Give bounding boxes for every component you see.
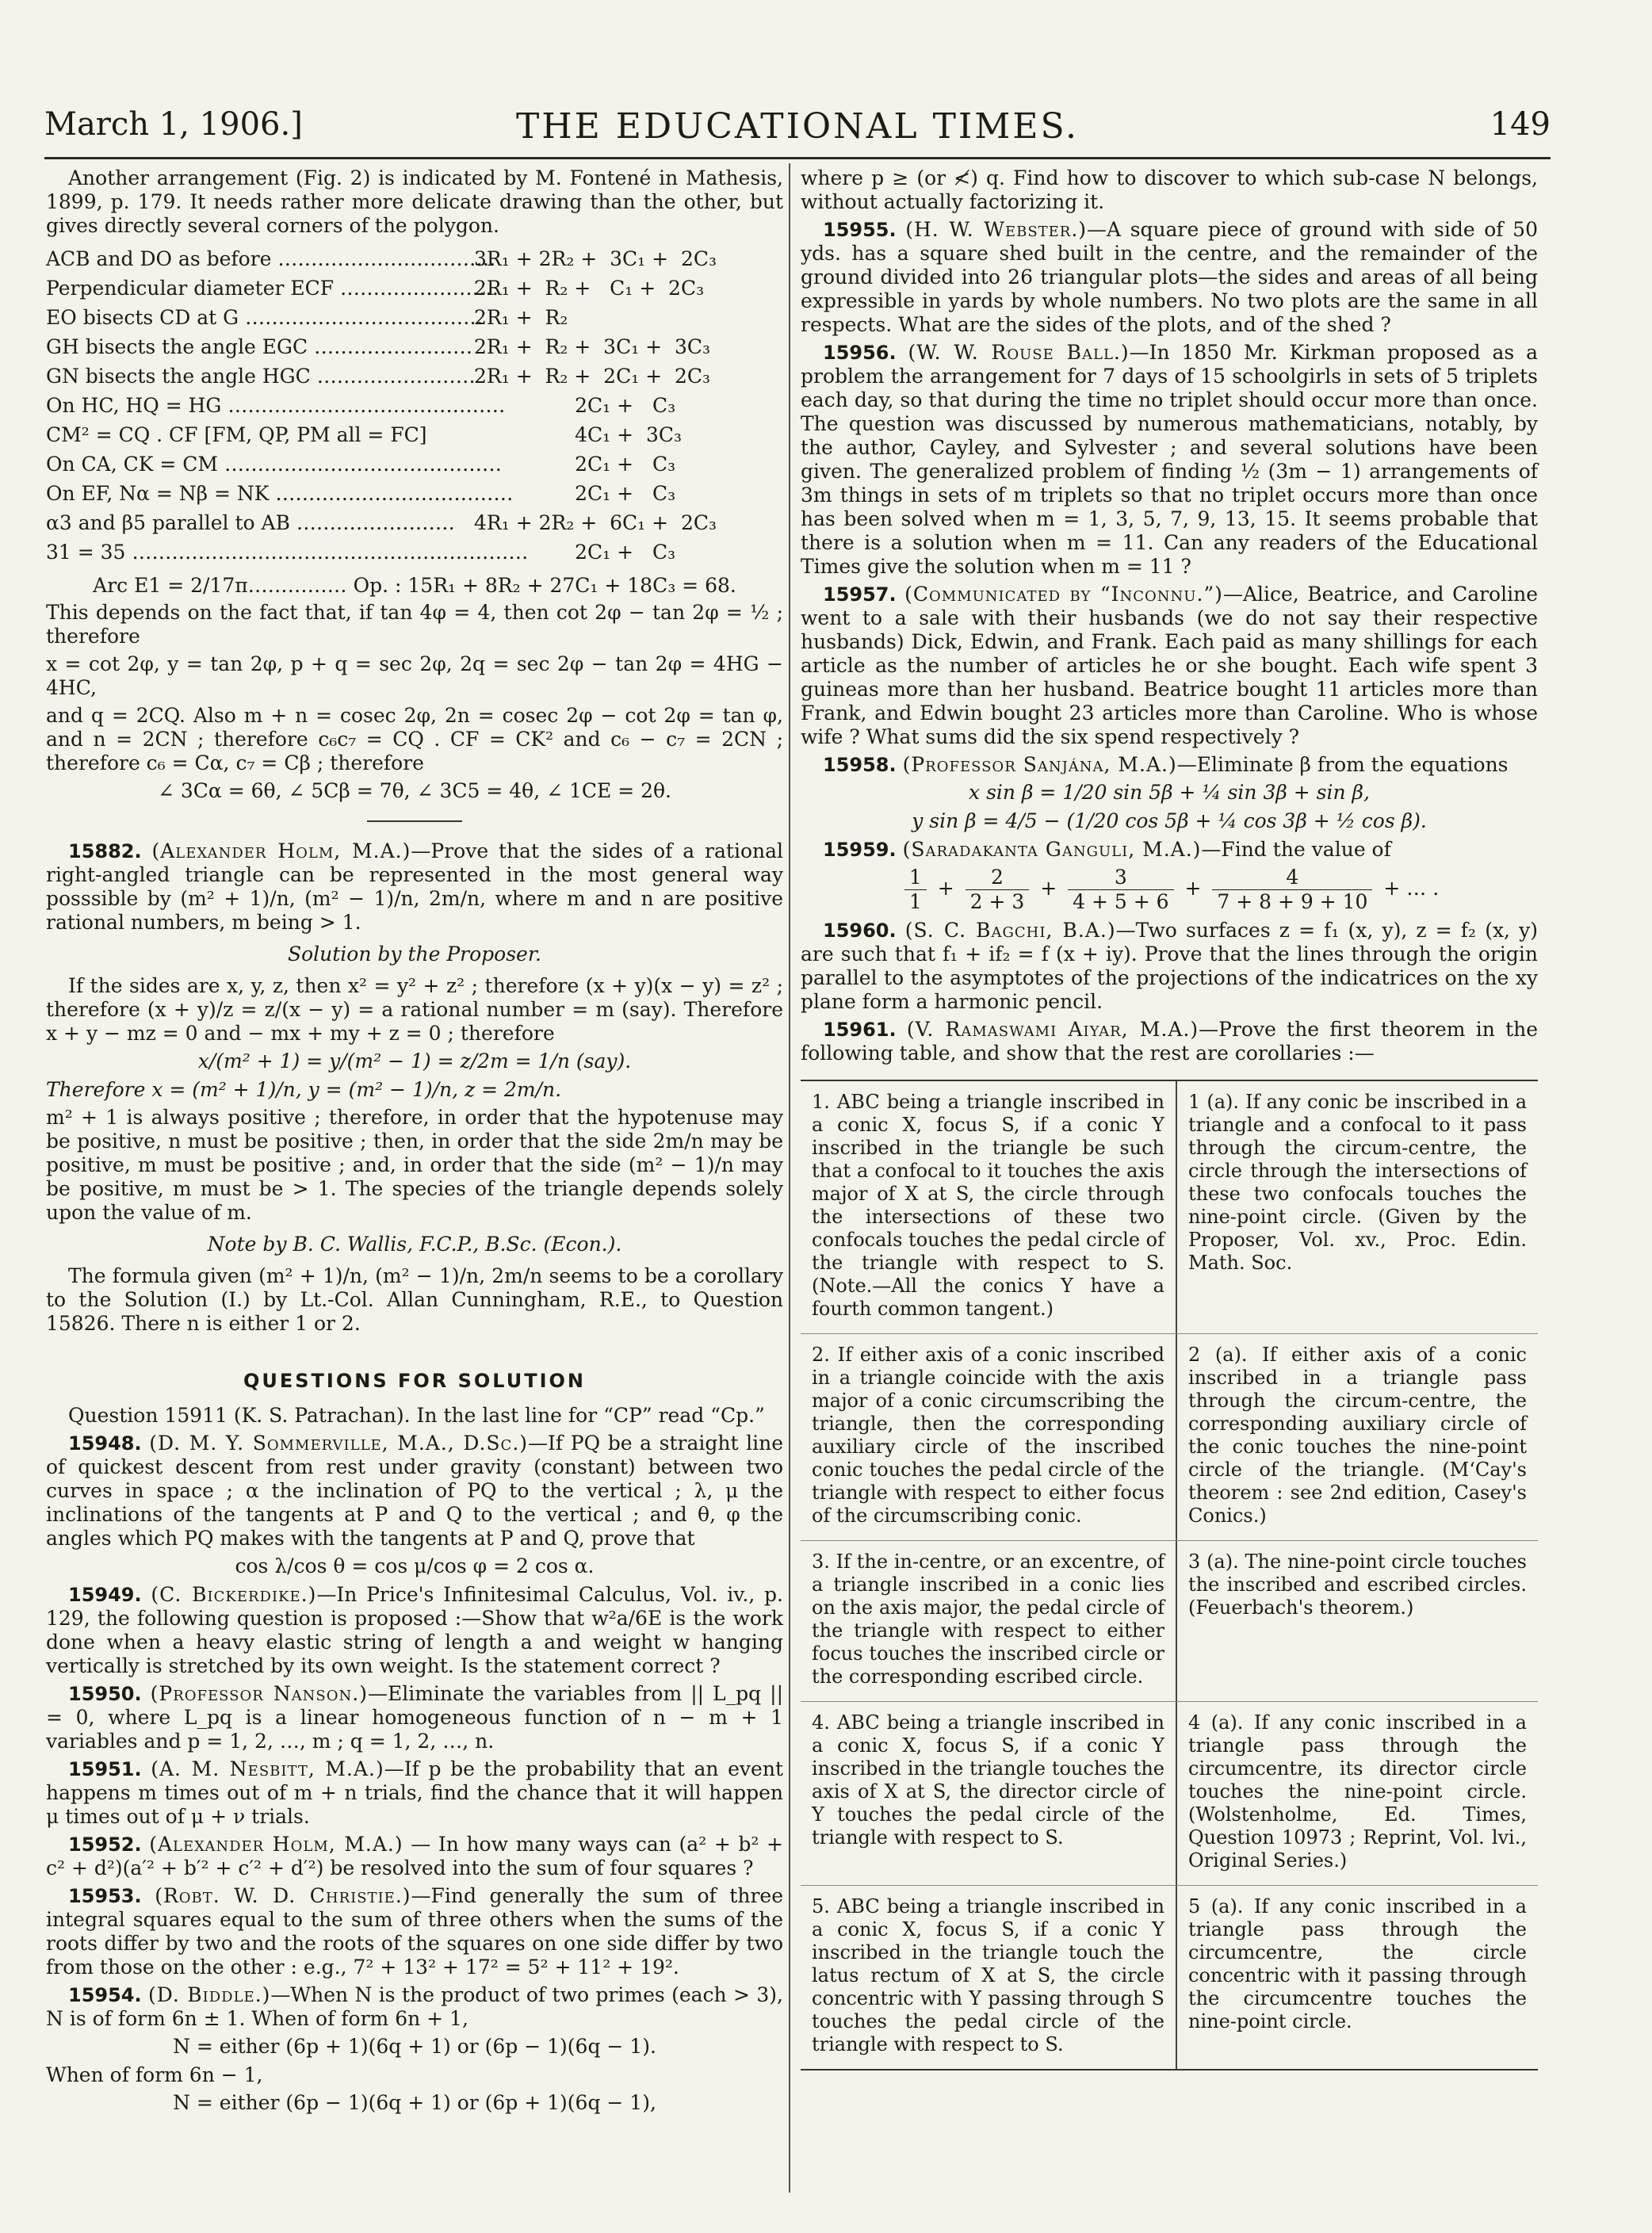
question-text: —If PQ be a straight line of quickest descent from rest under gravity (constant) between two curves in space ; α the inclination of PQ to the vertical ; λ, μ the inclinations of the tangents at P and Q to the vertical ; and θ, φ the angles which PQ makes with the tangents at P and Q, prove that [46,1432,784,1550]
page-header [44,106,1551,149]
question-number: 15948. [68,1432,142,1455]
question-number: 15951. [68,1758,142,1780]
arrangement-row [46,300,783,330]
question-text: —When N is the product of two primes (each > 3), N is of form 6n ± 1. When of form 6n + 1, [46,1983,783,2030]
question-number: 15959. [823,839,897,861]
question-item [801,218,1538,337]
q15954-continuation: where p ≥ (or ≮) q. Find how to discover to which sub-case N belongs, without actually factorizing it. [801,166,1538,213]
question-15911-correction: Question 15911 (K. S. Patrachan). In the last line for “CP” read “Cp.” [68,1404,765,1427]
question-author: (W. W. Rouse Ball.) [908,341,1130,364]
page-number: 149 [1489,106,1551,143]
arrangement-label: 31 = 35 …………………………………………………… [46,541,529,564]
arrangement-value: 2R₁ + R₂ + 3C₁ + 3C₃ [474,335,711,358]
section-heading: QUESTIONS FOR SOLUTION [243,1370,587,1392]
question-number: 15955. [823,219,897,241]
arrangement-value: 2R₁ + R₂ [474,306,568,329]
question-item [46,1833,783,1880]
arrangement-row [46,359,783,388]
depends-equation: x = cot 2φ, y = tan 2φ, p + q = sec 2φ, 2q = sec 2φ − tan 2φ = 4HG − 4HC, [46,652,783,699]
arrangement-row [46,447,783,476]
q15954-equation-2: N = either (6p − 1)(6q + 1) or (6p + 1)(6q − 1), [173,2091,656,2114]
question-item [46,1682,783,1753]
fraction-denominator: 1 [908,890,922,913]
question-item [801,341,1538,579]
fraction-numerator: 4 [1212,866,1372,890]
question-author: (Alexander Holm, M.A.) [151,839,411,862]
note-paragraph: The formula given (m² + 1)/n, (m² − 1)/n, 2m/n seems to be a corollary to the Solution (I.) by Lt.-Col. Allan Cunningham, R.E., to Question 15826. There n is either 1 or 2. [46,1264,783,1335]
series-fraction [1212,866,1372,914]
question-item [46,1432,783,1550]
question-item [46,1757,783,1829]
theorem-cell: 5. ABC being a triangle inscribed in a conic X, focus S, if a conic Y inscribed in the triangle touch the latus rectum of X at S, the circle concentric with Y passing through S touches the pedal circle of the triangle with respect to S. [801,1886,1177,2069]
question-text: —Eliminate the variables from || L_pq || = 0, where L_pq is a linear homogeneous function of n − m + 1 variables and p = 1, 2, …, m ; q = 1, 2, …, n. [46,1682,784,1753]
question-text: —Two surfaces z = f₁ (x, y), z = f₂ (x, y) are such that f₁ + if₂ = f (x + iy). Prove that the lines through the origin parallel to the asymptotes of the projections of the indicatrices on the xy plane form a harmonic pencil. [801,919,1539,1013]
question-text: —In 1850 Mr. Kirkman proposed as a problem the arrangement for 7 days of 15 schoolgirls in sets of 5 triplets each day, so that during the time no triplet should occur more than once. The question was discussed by numerous mathematicians, notably, by the author, Cayley, and Sylvester ; and several solutions have been given. The generalized problem of finding ½ (3m − 1) arrangements of 3m things in sets of m triplets so that no triplet occurs more than once has been solved when m = 1, 3, 5, 7, 9, 13, 15. It seems probable that there is a solution when m = 11. Can any readers of the Educational Times give the solution when m = 11 ? [801,341,1538,578]
arrangement-label: CM² = CQ . CF [FM, QP, PM all = FC] [46,423,427,446]
q15958-equation-2: y sin β = 4/5 − (1/20 cos 5β + ¼ cos 3β + ½ cos β). [912,809,1427,832]
question-author: (D. M. Y. Sommerville, M.A., D.Sc.) [149,1432,529,1455]
theorem-row [801,1081,1538,1334]
series-equation: $\frac{1}{1}$ + $\frac{2}{2 + 3}$ + $\frac{3}{4 + 5 + 6}$ + $\frac{4}{7 + 8 + 9 + 10}$ + … . [801,866,1538,914]
right-column [801,166,1538,2070]
solution-equation-2: Therefore x = (m² + 1)/n, y = (m² − 1)/n, z = 2m/n. [46,1078,562,1101]
theorem-table [801,1080,1538,2070]
question-15960 [801,919,1538,1014]
arrangement-row [46,506,783,535]
arrangement-value: 2R₁ + R₂ + C₁ + 2C₃ [474,277,705,300]
question-author: (Professor Nanson.) [150,1682,368,1705]
question-author: (Robt. W. D. Christie.) [155,1884,411,1907]
arrangement-label: α3 and β5 parallel to AB …………………… [46,511,455,534]
series-fraction [1068,866,1173,914]
arrangement-label: EO bisects CD at G ……………………………… [46,306,484,329]
question-text: —Find the value of [1201,838,1391,861]
angle-equation: ∠ 3Cα = 6θ, ∠ 5Cβ = 7θ, ∠ 3C5 = 4θ, ∠ 1CE = 2θ. [157,779,672,802]
arrangement-row [46,418,783,447]
column-divider [789,163,790,2193]
arrangement-value: 2C₁ + C₃ [474,482,676,505]
question-author: (V. Ramaswami Aiyar, M.A.) [906,1018,1199,1041]
corollary-cell: 5 (a). If any conic inscribed in a triangle pass through the circumcentre, the circle concentric with it passing through the circumcentre touches the nine-point circle. [1188,1895,1527,2032]
arrangement-label: Perpendicular diameter ECF …………………… [46,277,499,300]
question-number: 15954. [68,1984,142,2006]
question-number: 15882. [68,840,142,862]
arrangement-label: On EF, Nα = Nβ = NK ……………………………… [46,482,514,505]
separator-rule [367,820,462,822]
corollary-cell: 3 (a). The nine-point circle touches the inscribed and escribed circles. (Feuerbach's theorem.) [1188,1550,1527,1619]
theorem-cell: 2. If either axis of a conic inscribed in a triangle coincide with the axis major of a conic circumscribing the triangle, then the corresponding auxiliary circle of the inscribed conic touches the pedal circle of the triangle with respect to either focus of the circumscribing conic. [801,1334,1177,1540]
solution-paragraph-2: m² + 1 is always positive ; therefore, in order that the hypotenuse may be positive, n must be positive ; then, in order that the side 2m/n may be positive, m must be positive ; and, in order that the side (m² − 1)/n may be positive, m must be > 1. The species of the triangle depends solely upon the value of m. [46,1106,783,1224]
theorem-row [801,1541,1538,1702]
issue-date: March 1, 1906.] [44,106,303,143]
question-author: (Saradakanta Ganguli, M.A.) [902,838,1202,861]
question-text: —If p be the probability that an event happens m times out of m + n trials, find the chance that it will happen μ times out of μ + ν trials. [46,1757,783,1828]
depends-paragraph: This depends on the fact that, if tan 4φ = 4, then cot 2φ − tan 2φ = ½ ; therefore [46,601,783,648]
question-equation [46,1554,783,1578]
arrangement-value: 3R₁ + 2R₂ + 3C₁ + 2C₃ [474,247,717,270]
arrangement-value: 2C₁ + C₃ [474,394,676,417]
theorem-row [801,1334,1538,1541]
question-number: 15961. [823,1019,897,1041]
fraction-numerator: 1 [904,866,927,890]
arrangement-label: On HC, HQ = HG …………………………………… [46,394,506,417]
question-text: —Prove that the sides of a rational right-angled triangle can be represented in the most general way posssible by (m² + 1)/n, (m² − 1)/n, 2m/n, where m and n are positive rational numbers, m being > 1. [46,839,784,934]
question-text: —A square piece of ground with side of 50 yds. has a square shed built in the centre, and the remainder of the ground divided into 26 triangular plots—the sides and areas of all being expressible in yards by whole numbers. No two plots are the same in all respects. What are the sides of the plots, and of the shed ? [801,218,1538,336]
series-fraction [966,866,1030,914]
question-author: (H. W. Webster.) [905,218,1088,241]
arrangement-row [46,271,783,300]
fraction-numerator: 3 [1068,866,1173,890]
question-author: (Alexander Holm, M.A.) [149,1833,403,1856]
corollary-cell: 1 (a). If any conic be inscribed in a triangle and a confocal to it pass through the circum-centre, the circle through the intersections of these two confocals touches the nine-point circle. (Given by the Proposer, Vol. xv., Proc. Edin. Math. Soc. [1188,1091,1527,1274]
arrangement-value: 2R₁ + R₂ + 2C₁ + 2C₃ [474,365,711,388]
arrangement-value: 4C₁ + 3C₃ [474,423,683,446]
arrangement-label: ACB and DO as before …………………………… [46,247,496,270]
header-rule [44,157,1551,159]
question-number: 15956. [823,342,897,364]
arrangement-label: GN bisects the angle HGC …………………… [46,365,476,388]
arrangement-value: 4R₁ + 2R₂ + 6C₁ + 2C₃ [474,511,717,534]
question-text: — In how many ways can (a² + b² + c² + d²)(a′² + b′² + c′² + d′²) be resolved into the sum of four squares ? [46,1833,784,1879]
fraction-denominator: 2 + 3 [969,890,1025,913]
right-question-list [801,218,1538,777]
arrangement-label: On CA, CK = CM …………………………………… [46,453,502,476]
question-15882 [46,839,783,935]
theorem-row [801,1702,1538,1886]
question-author: (Professor Sanjána, M.A.) [902,753,1177,776]
arrangement-row [46,476,783,506]
question-author: (D. Biddle.) [148,1983,271,2006]
q15954-text: When of form 6n − 1, [46,2063,263,2086]
question-author: (A. M. Nesbitt, M.A.) [151,1757,384,1780]
fraction-denominator: 4 + 5 + 6 [1073,890,1169,913]
arrangement-row [46,330,783,359]
question-number: 15950. [68,1683,142,1705]
arrangement-value: 2C₁ + C₃ [474,541,676,564]
question-text: —Find generally the sum of three integral squares equal to the sum of three others when the sums of the roots differ by two and the roots of the squares on one side differ by two from those on the other : e.g., 7² + 13² + 17² = 5² + 11² + 19². [46,1884,783,1979]
question-number: 15949. [68,1584,142,1606]
question-number: 15952. [68,1833,142,1856]
arrangement-label: GH bisects the angle EGC …………………… [46,335,473,358]
q15958-equation-1: x sin β = 1/20 sin 5β + ¼ sin 3β + sin β, [969,781,1370,804]
q15954-equation-1: N = either (6p + 1)(6q + 1) or (6p − 1)(6q − 1). [173,2035,656,2058]
question-text: —Prove the first theorem in the following table, and show that the rest are corollaries :— [801,1018,1539,1065]
question-number: 15957. [823,583,897,606]
question-text: cos λ/cos θ = cos μ/cos φ = 2 cos α. [235,1554,595,1577]
theorem-cell: 4. ABC being a triangle inscribed in a conic X, focus S, if a conic Y inscribed in the triangle touches the axis of X at S, the director circle of Y touches the pedal circle of the triangle with respect to S. [801,1702,1177,1885]
question-15959 [801,838,1538,862]
question-item [801,583,1538,749]
question-number: 15958. [823,754,897,776]
note-heading: Note by B. C. Wallis, F.C.P., B.Sc. (Econ.). [207,1233,622,1256]
series-tail: + … . [1383,877,1440,900]
series-fraction [904,866,927,914]
question-number: 15953. [68,1885,142,1907]
question-item [46,1983,783,2031]
arrangement-row [46,535,783,564]
question-text: —Alice, Beatrice, and Caroline went to a sale with their husbands (we do not say their respective husbands) Dick, Edwin, and Frank. Each paid as many shillings for each article as the number of articles he or she bought. Each wife spent 3 guineas more than her husband. Beatrice bought 11 articles more than Frank, and Edwin bought 23 articles more than Caroline. Who is whose wife ? What sums did the six spend respectively ? [801,583,1538,748]
question-author: (C. Bickerdike.) [151,1583,317,1606]
question-author: (Communicated by “Inconnu.”) [904,583,1223,606]
arrangement-table [46,242,783,564]
question-author: (S. C. Bagchi, B.A.) [904,919,1116,942]
theorem-row [801,1886,1538,2069]
fraction-numerator: 2 [966,866,1030,890]
theorem-cell: 3. If the in-centre, or an excentre, of a triangle inscribed in a conic lies on the axis major, the pedal circle of the triangle with respect to either focus touches the inscribed circle or the corresponding escribed circle. [801,1541,1177,1701]
question-item [801,753,1538,777]
question-text: —In Price's Infinitesimal Calculus, Vol. iv., p. 129, the following question is proposed :—Show that w²a/6E is the work done when a heavy elastic string of length a and weight w hanging vertically is stretched by its own weight. Is the statement correct ? [46,1583,783,1677]
corollary-cell: 4 (a). If any conic inscribed in a triangle pass through the circumcentre, its director circle touches the nine-point circle. (Wolstenholme, Ed. Times, Question 10973 ; Reprint, Vol. lvi., Original Series.) [1188,1711,1527,1872]
question-15961 [801,1018,1538,1065]
depends-paragraph-2: and q = 2CQ. Also m + n = cosec 2φ, 2n = cosec 2φ − cot 2φ = tan φ, and n = 2CN ; therefore c₆c₇ = CQ . CF = CK² and c₆ − c₇ = 2CN ; therefore c₆ = Cα, c₇ = Cβ ; therefore [46,704,783,774]
solution-paragraph: If the sides are x, y, z, then x² = y² + z² ; therefore (x + y)(x − y) = z² ; therefore (x + y)/z = z/(x − y) = a rational number = m (say). Therefore x + y − mz = 0 and − mx + my + z = 0 ; therefore [46,974,783,1045]
question-number: 15960. [823,920,897,942]
solution-equation-1: x/(m² + 1) = y/(m² − 1) = z/2m = 1/n (say). [197,1050,632,1073]
journal-title: THE EDUCATIONAL TIMES. [515,106,1080,147]
arrangement-value: 2C₁ + C₃ [474,453,676,476]
corollary-cell: 2 (a). If either axis of a conic inscribed in a triangle pass through the circum-centre, the corresponding auxiliary circle of the conic touches the nine-point circle of the triangle. (M‘Cay's theorem : see 2nd edition, Casey's Conics.) [1188,1344,1527,1527]
question-text: —Eliminate β from the equations [1176,753,1509,776]
question-item [46,1583,783,1678]
theorem-cell: 1. ABC being a triangle inscribed in a conic X, focus S, if a conic Y inscribed in the triangle be such that a confocal to it touches the axis major of X at S, the circle through the intersections of these two confocals touches the pedal circle of the triangle with respect to S. (Note.—All the conics Y have a fourth common tangent.) [801,1081,1177,1333]
question-item [46,1884,783,1979]
fraction-denominator: 7 + 8 + 9 + 10 [1217,890,1368,913]
intro-paragraph: Another arrangement (Fig. 2) is indicated by M. Fontené in Mathesis, 1899, p. 179. It needs rather more delicate drawing than the other, but gives directly several corners of the polygon. [46,166,783,237]
solution-heading: Solution by the Proposer. [287,943,542,965]
left-question-list [46,1432,783,2031]
left-column [46,166,783,2120]
arrangement-row [46,388,783,418]
arc-line: Arc E1 = 2/17π…………… Op. : 15R₁ + 8R₂ + 27C₁ + 18C₃ = 68. [93,574,736,597]
arrangement-row [46,242,783,271]
